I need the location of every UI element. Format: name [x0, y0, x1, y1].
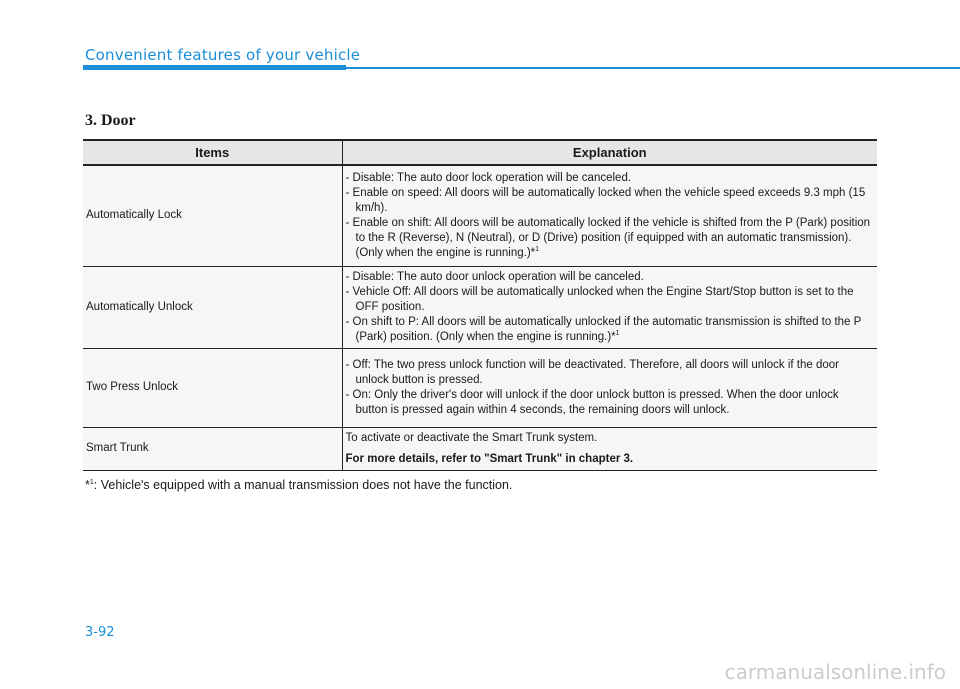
footnote-mark: 1	[535, 245, 540, 253]
item-cell: Automatically Unlock	[83, 266, 342, 348]
header-rule-thick	[83, 65, 346, 70]
footnote-mark: 1	[89, 478, 94, 486]
explanation-line: - On shift to P: All doors will be automatically unlocked if the automatic transmission is shifted to the P (Park) position. (Only when the engine is running.)*$^1$	[345, 315, 862, 343]
explanation-line: - Disable: The auto door lock operation will be canceled.	[345, 171, 632, 184]
chapter-header-title: Convenient features of your vehicle	[85, 46, 361, 64]
explanation-line: - Disable: The auto door unlock operation will be canceled.	[345, 270, 644, 283]
explanation-cell	[342, 427, 877, 470]
watermark: carmanualsonline.info	[724, 660, 946, 684]
explanation-line: - Off: The two press unlock function will be deactivated. Therefore, all doors will unlock if the door unlock button is pressed.	[345, 358, 839, 386]
explanation-cell	[342, 165, 877, 266]
explanation-line: - Enable on shift: All doors will be automatically locked if the vehicle is shifted from the P (Park) position to the R (Reverse), N (Neutral), or D (Drive) position (if equipped with an automatic transmission). (Only when the engine is running.)*$^1$	[345, 216, 871, 259]
explanation-line: - Vehicle Off: All doors will be automatically unlocked when the Engine Start/Stop button is set to the OFF position.	[345, 285, 854, 313]
table-row-automatically-lock	[83, 165, 877, 266]
explanation-cell	[342, 266, 877, 348]
table-row-automatically-unlock	[83, 266, 877, 348]
reference-note: For more details, refer to "Smart Trunk" in chapter 3.	[345, 452, 634, 465]
column-header-items: Items	[83, 140, 342, 165]
explanation-line: To activate or deactivate the Smart Trunk system.	[345, 431, 598, 444]
explanation-line: - Enable on speed: All doors will be automatically locked when the vehicle speed exceeds 9.3 mph (15 km/h).	[345, 186, 866, 214]
table-row-two-press-unlock	[83, 348, 877, 427]
explanation-line: - On: Only the driver's door will unlock if the door unlock button is pressed. When the door unlock button is pressed again within 4 seconds, the remaining doors will unlock.	[345, 388, 839, 416]
item-cell: Automatically Lock	[83, 165, 342, 266]
item-cell: Two Press Unlock	[83, 348, 342, 427]
footnote: *$^1$: Vehicle's equipped with a manual transmission does not have the function.	[85, 478, 513, 492]
column-header-explanation: Explanation	[342, 140, 877, 165]
header-rule-thin	[346, 67, 960, 69]
explanation-cell	[342, 348, 877, 427]
footnote-mark: 1	[615, 329, 620, 337]
table-header-row	[83, 140, 877, 165]
door-settings-table	[83, 139, 877, 471]
table-row-smart-trunk	[83, 427, 877, 470]
page-number: 3-92	[85, 625, 115, 640]
section-title: 3. Door	[85, 112, 136, 129]
item-cell: Smart Trunk	[83, 427, 342, 470]
